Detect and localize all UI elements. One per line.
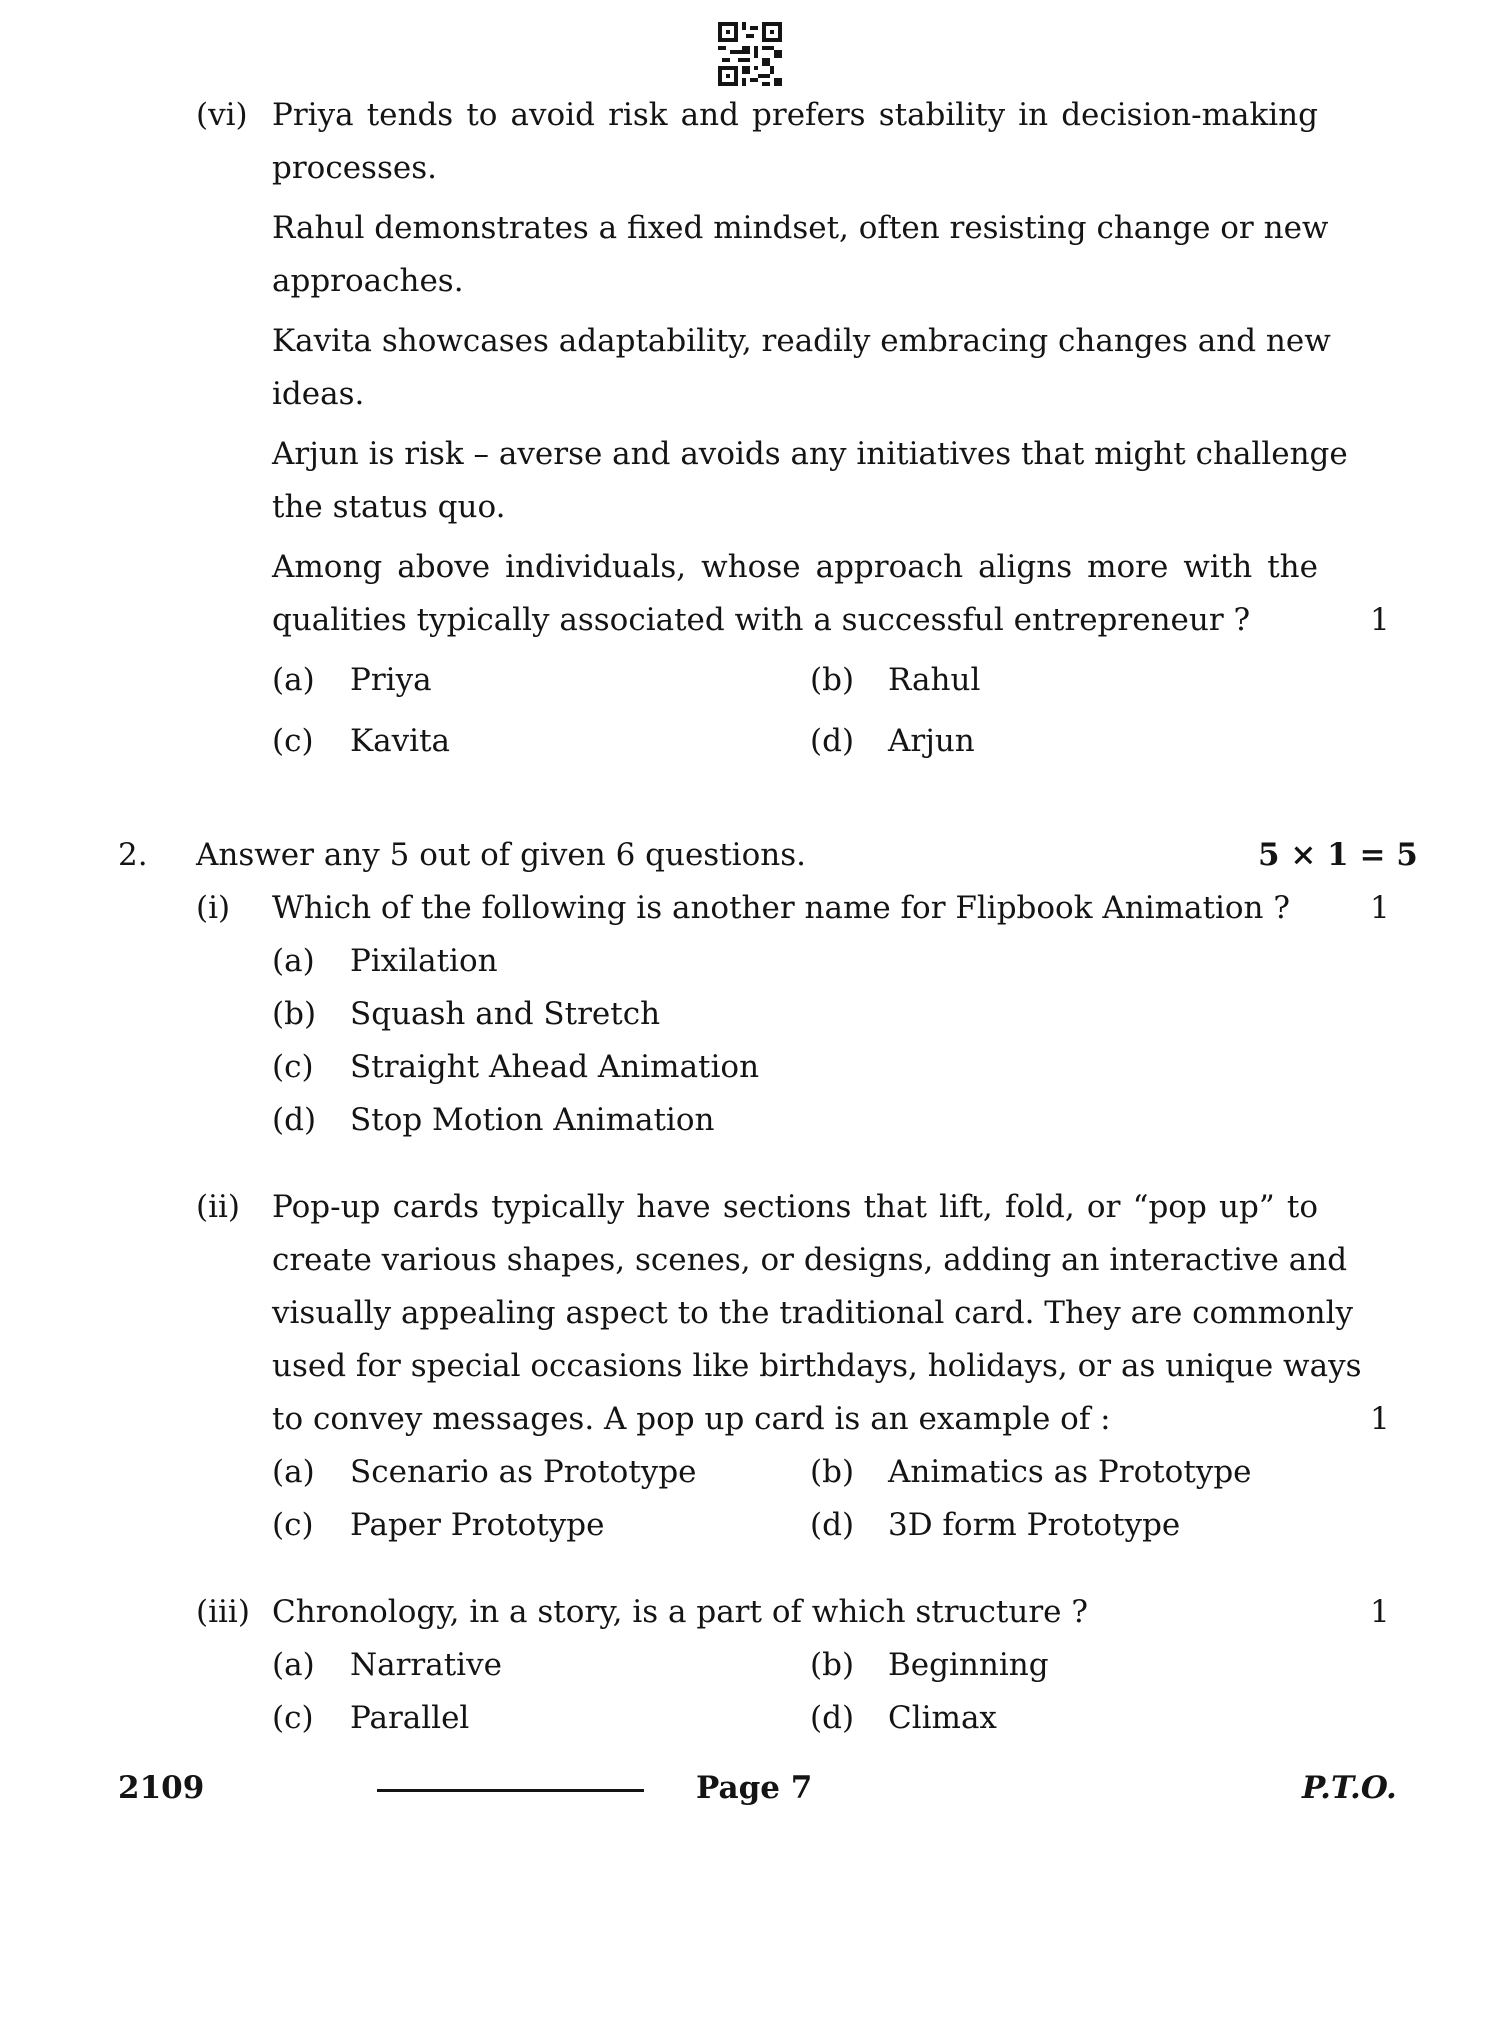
question-line: Priya tends to avoid risk and prefers stability in decision-making bbox=[272, 97, 1318, 133]
question-line: Arjun is risk – averse and avoids any initiatives that might challenge bbox=[272, 436, 1348, 472]
option-label: (d) bbox=[272, 1102, 317, 1138]
option-label: (a) bbox=[272, 943, 315, 979]
option-text: Stop Motion Animation bbox=[350, 1102, 715, 1138]
option-text: Arjun bbox=[888, 723, 975, 759]
question-number: (i) bbox=[196, 890, 231, 926]
question-line: create various shapes, scenes, or designs, adding an interactive and bbox=[272, 1242, 1348, 1278]
question-line: to convey messages. A pop up card is an example of : bbox=[272, 1401, 1111, 1437]
question-line: used for special occasions like birthdays, holidays, or as unique ways bbox=[272, 1348, 1362, 1384]
marks: 1 bbox=[1370, 1401, 1390, 1437]
option-text: Paper Prototype bbox=[350, 1507, 605, 1543]
option-label: (b) bbox=[272, 996, 317, 1032]
question-line: ideas. bbox=[272, 376, 365, 412]
option-text: Rahul bbox=[888, 662, 981, 698]
question-text: Chronology, in a story, is a part of which structure ? bbox=[272, 1594, 1088, 1630]
option-text: Climax bbox=[888, 1700, 997, 1736]
option-label: (a) bbox=[272, 1454, 315, 1490]
question-line: visually appealing aspect to the traditional card. They are commonly bbox=[272, 1295, 1354, 1331]
marks: 1 bbox=[1370, 602, 1390, 638]
option-label: (c) bbox=[272, 1700, 314, 1736]
question-line: approaches. bbox=[272, 263, 464, 299]
option-label: (b) bbox=[810, 1647, 855, 1683]
option-label: (b) bbox=[810, 662, 855, 698]
option-text: Scenario as Prototype bbox=[350, 1454, 697, 1490]
question-line: processes. bbox=[272, 150, 437, 186]
option-text: Kavita bbox=[350, 723, 451, 759]
marks: 1 bbox=[1370, 1594, 1390, 1630]
footer-rule bbox=[377, 1789, 644, 1792]
question-line: the status quo. bbox=[272, 489, 506, 525]
pto-label: P.T.O. bbox=[1302, 1770, 1397, 1806]
option-text: Straight Ahead Animation bbox=[350, 1049, 760, 1085]
question-number: (vi) bbox=[196, 97, 248, 133]
question-line: Kavita showcases adaptability, readily embracing changes and new bbox=[272, 323, 1331, 359]
question-line: Pop-up cards typically have sections that lift, fold, or “pop up” to bbox=[272, 1189, 1318, 1225]
option-text: Priya bbox=[350, 662, 432, 698]
question-line: Among above individuals, whose approach aligns more with the bbox=[272, 549, 1318, 585]
option-label: (c) bbox=[272, 723, 314, 759]
qr-code-icon bbox=[718, 22, 782, 86]
option-text: Parallel bbox=[350, 1700, 470, 1736]
option-text: Narrative bbox=[350, 1647, 502, 1683]
option-text: Beginning bbox=[888, 1647, 1049, 1683]
option-label: (d) bbox=[810, 723, 855, 759]
option-label: (a) bbox=[272, 1647, 315, 1683]
option-label: (b) bbox=[810, 1454, 855, 1490]
option-text: Pixilation bbox=[350, 943, 498, 979]
option-label: (c) bbox=[272, 1507, 314, 1543]
option-label: (d) bbox=[810, 1507, 855, 1543]
question-number: (ii) bbox=[196, 1189, 241, 1225]
question-text: Which of the following is another name for Flipbook Animation ? bbox=[272, 890, 1290, 926]
option-text: Squash and Stretch bbox=[350, 996, 661, 1032]
option-text: Animatics as Prototype bbox=[888, 1454, 1252, 1490]
question-number: (iii) bbox=[196, 1594, 250, 1630]
option-label: (c) bbox=[272, 1049, 314, 1085]
option-label: (d) bbox=[810, 1700, 855, 1736]
question-line: Rahul demonstrates a fixed mindset, often resisting change or new bbox=[272, 210, 1329, 246]
option-text: 3D form Prototype bbox=[888, 1507, 1181, 1543]
marks: 1 bbox=[1370, 890, 1390, 926]
page-number: Page 7 bbox=[696, 1770, 813, 1806]
question-line: qualities typically associated with a successful entrepreneur ? bbox=[272, 602, 1251, 638]
question-number: 2. bbox=[118, 837, 148, 873]
instruction: Answer any 5 out of given 6 questions. bbox=[196, 837, 806, 873]
marks: 5 × 1 = 5 bbox=[1258, 837, 1418, 873]
paper-code: 2109 bbox=[118, 1770, 205, 1806]
option-label: (a) bbox=[272, 662, 315, 698]
